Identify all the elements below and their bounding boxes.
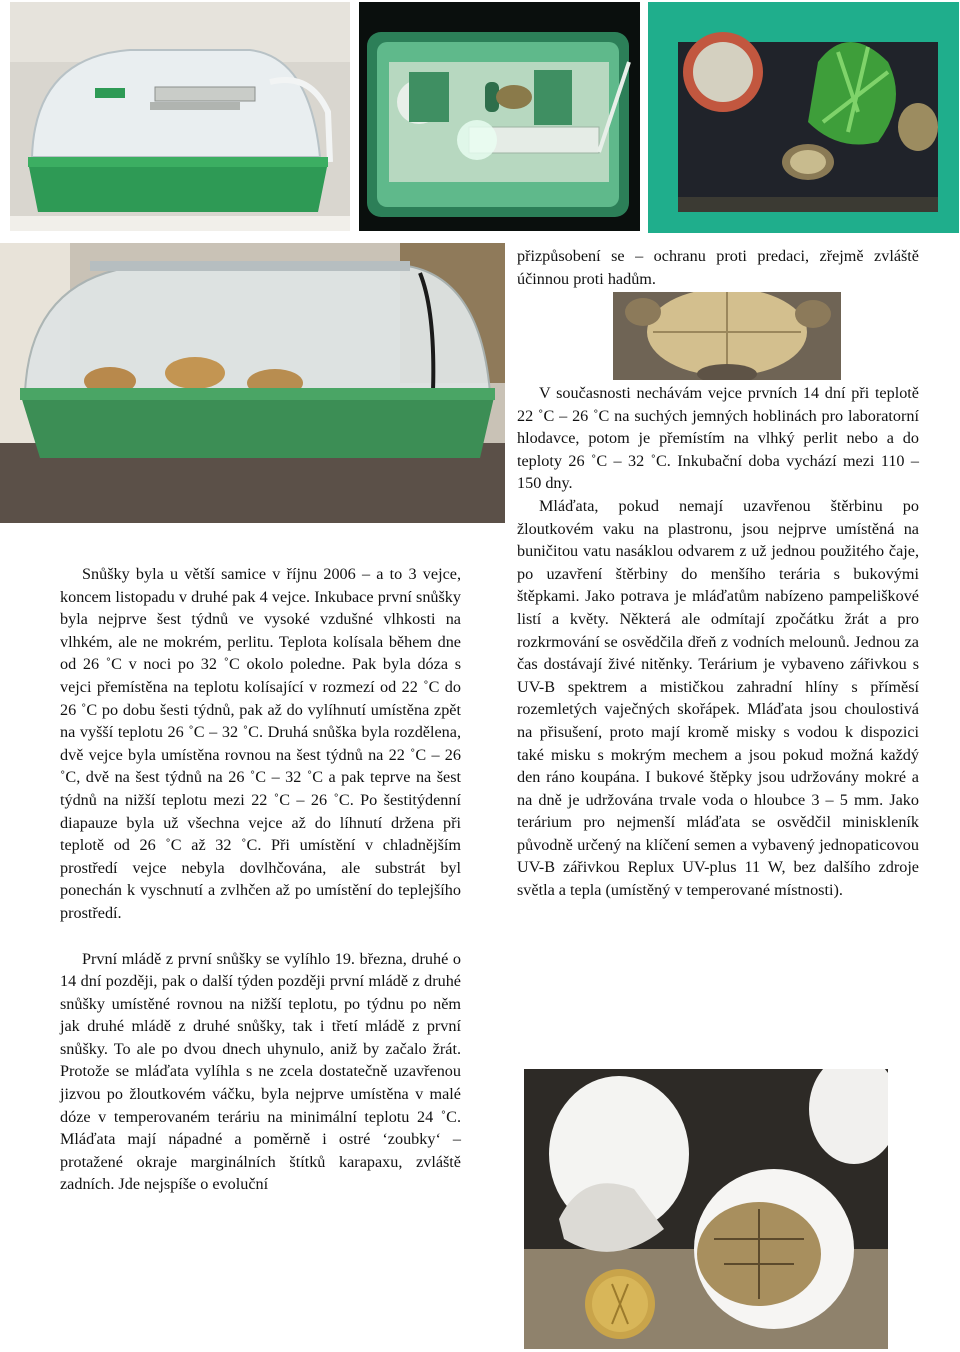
incubator-empty-photo	[10, 2, 350, 231]
right-text-column	[517, 382, 919, 902]
terrarium-tortoises-photo	[648, 2, 959, 233]
incubator-hatchlings-photo	[0, 243, 505, 523]
left-text-column	[60, 563, 461, 1196]
incubator-lit-photo	[359, 2, 640, 231]
right-paragraph-hatchling-care: Mláďata, pokud nemají uzavřenou štěrbinu po žloutkovém vaku na plastronu, jsou nejprve umístěná na buničitou vatu nasáklou odvarem z už jednou použitého čaje, po uzavření štěrbiny do menšího terária s bukovými štěpkami. Jako potrava je mláďatům nabízeno pampeliškové listí a květy. Některá ale odmítají zpočátku žrát a pro rozkrmování se osvědčila dřeň z vodních melounů. Jednou za čas dostávají živé nitěnky. Terárium je vybaveno zářivkou s UV-B spektrem a mističkou zahradní hlíny s příměsí rozemletých vaječných skořápek. Mláďata jsou choulostivá na přisušení, proto mají kromě misky s vodou k dispozici také misku s mokrým mechem a jsou pokud možná každý den ráno koupána. I bukové štěpky jsou udržovány mokré a na dně je udržována trvale voda o hloubce 3 – 5 mm. Jako terárium pro nejmenší mláďata se osvědčil miniskleník původně určený na klíčení semen a vybavený jednopaticovou UV-B zářivkou Replux UV-plus 11 W, bez dalšího zdroje světla a tepla (umístěný v temperované místnosti).	[517, 496, 919, 900]
right-paragraph-continuation: přizpůsobení se – ochranu proti predaci, zřejmě zvláště účinnou proti hadům.	[517, 247, 919, 288]
left-paragraph-hatching: První mládě z první snůšky se vylíhlo 19. března, druhé o 14 dní později, pak o další týden později první mládě z druhé snůšky umístěné rovnou na nižší teplotu, po týdnu po něm jak druhé mládě z druhé snůšky, tak i třetí mládě z první snůšky. To ale po dvou dnech uhynulo, aniž by začalo žrát. Protože se mláďata vylíhla s ne zcela dostatečně uzavřenou jizvou po žloutkovém váčku, byla nejprve umístěna v malé dóze v temperovaném teráriu na minimální teplotu 24 ˚C. Mláďata mají nápadné a poměrně i ostré ‘zoubky‘ – protažené okraje marginálních štítků karapaxu, zvláště zadních. Jde nejspíše o evoluční	[60, 949, 461, 1194]
right-paragraph-current-method: V současnosti nechávám vejce prvních 14 dní při teplotě 22 ˚C – 26 ˚C na suchých jemných hoblinách pro laboratorní hlodavce, potom je přemístím na vlhký perlit nebo a do teploty 26 ˚C – 32 ˚C. Inkubační doba vychází mezi 110 – 150 dny.	[517, 384, 919, 493]
hatchling-plastron-photo	[613, 292, 841, 380]
right-text-continuation	[517, 245, 919, 290]
left-paragraph-incubation: Snůšky byla u větší samice v říjnu 2006 – a to 3 vejce, koncem listopadu v druhé pak 4 vejce. Inkubace první snůšky byla nejprve šest týdnů ve vysoké vzdušné vlhkosti na vlhkém, ale ne mokrém, perlitu. Teplota kolísala během dne od 26 ˚C v noci po 32 ˚C okolo poledne. Pak byla dóza s vejci přemístěna na teplotu kolísající v rozmezí od 22 ˚C do 26 ˚C po dobu šesti týdnů, pak až do vylíhnutí umístěna zpět na vyšší teplotu 26 ˚C – 32 ˚C. Druhá snůška byla rozdělena, dvě vejce byla umístěna rovnou na šest týdnů na 22 ˚C – 26 ˚C, dvě na šest týdnů na 26 ˚C – 32 ˚C a pak teprve na šest týdnů na nižší teplotu mezi 22 ˚C – 26 ˚C. Po šestitýdenní diapauze byla už všechna vejce až do líhnutí držena při teplotě od 26 ˚C až 32 ˚C. Při umístění v chladnějším prostředí vejce nebyla dovlhčována, ale substrát byl ponechán k vyschnutí a zvlhčen až po umístění do teplejšího prostředí.	[60, 565, 461, 922]
hatching-eggs-coin-photo	[524, 1069, 888, 1349]
